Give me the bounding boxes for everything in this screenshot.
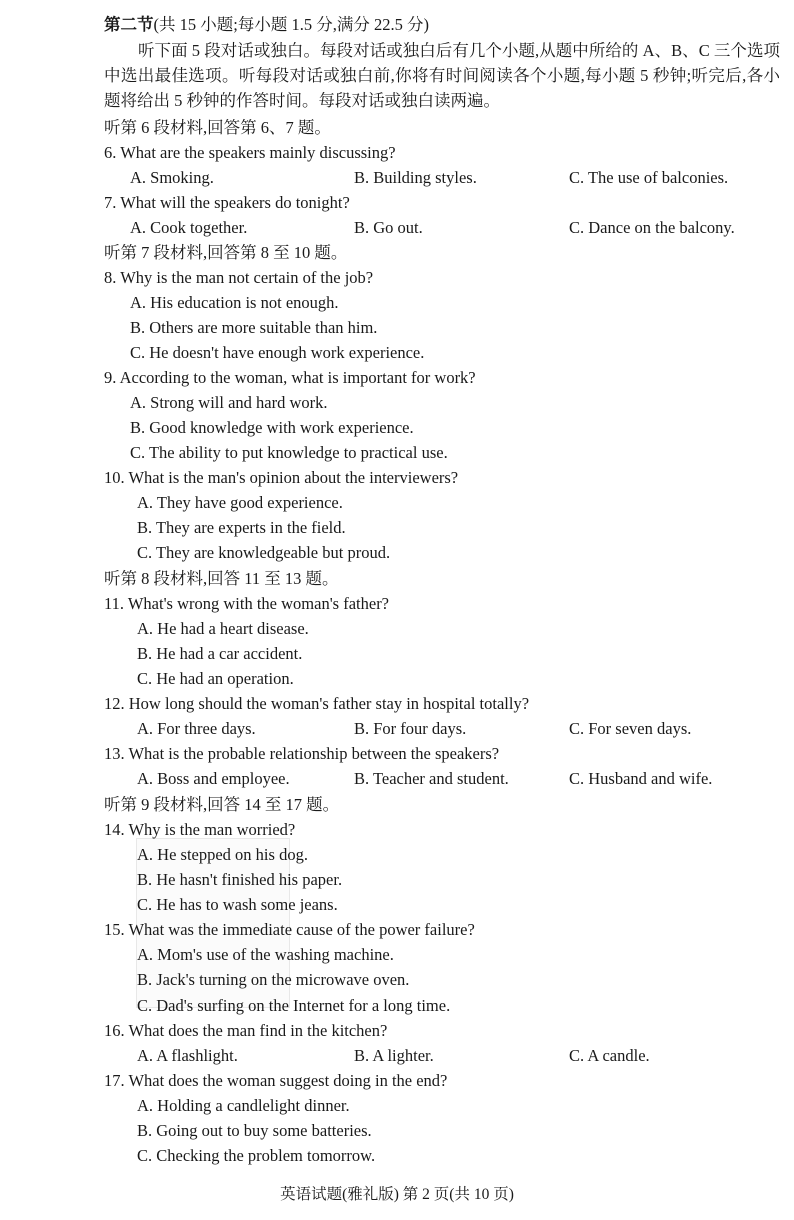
option-b: B. He had a car accident. [137, 644, 303, 663]
option-c: C. He doesn't have enough work experience. [130, 343, 425, 362]
question-text: Why is the man not certain of the job? [120, 268, 374, 287]
option-b: B. Jack's turning on the microwave oven. [137, 970, 410, 989]
option-a: A. His education is not enough. [130, 293, 339, 312]
option-b: B. Good knowledge with work experience. [130, 418, 414, 437]
option-c: C. Dance on the balcony. [569, 218, 735, 237]
option-a: A. A flashlight. [137, 1046, 238, 1065]
option-a: A. He stepped on his dog. [137, 845, 308, 864]
group-heading: 听第 7 段材料,回答第 8 至 10 题。 [104, 243, 348, 262]
page-footer: 英语试题(雅礼版) 第 2 页(共 10 页) [280, 1186, 514, 1203]
question-text: What does the woman suggest doing in the end? [128, 1071, 448, 1090]
option-c: C. For seven days. [569, 719, 692, 738]
question [104, 1070, 447, 1092]
question-text: How long should the woman's father stay in hospital totally? [128, 694, 530, 713]
option-c: C. Dad's surfing on the Internet for a long time. [137, 996, 451, 1015]
option-b: B. Teacher and student. [354, 769, 509, 788]
option-b: B. He hasn't finished his paper. [137, 870, 343, 889]
section-title: 第二节 [104, 15, 154, 34]
question [104, 819, 295, 841]
question [104, 1020, 387, 1042]
option-a: A. Cook together. [130, 218, 248, 237]
question-text: What is the man's opinion about the interviewers? [128, 468, 459, 487]
question-text: What's wrong with the woman's father? [127, 594, 390, 613]
question-text: What is the probable relationship between the speakers? [128, 744, 500, 763]
question-number: 10. [104, 468, 125, 487]
option-a: A. Mom's use of the washing machine. [137, 945, 394, 964]
section-header [104, 14, 429, 36]
question-number: 7. [104, 193, 117, 212]
option-a: A. Smoking. [130, 168, 214, 187]
question-text: Why is the man worried? [128, 820, 296, 839]
group-heading: 听第 6 段材料,回答第 6、7 题。 [104, 118, 331, 137]
option-c: C. The ability to put knowledge to practical use. [130, 443, 448, 462]
question [104, 593, 389, 615]
option-a: A. Boss and employee. [137, 769, 290, 788]
option-b: B. Go out. [354, 218, 423, 237]
question-text: According to the woman, what is important for work? [119, 368, 476, 387]
question-number: 16. [104, 1021, 125, 1040]
question [104, 367, 476, 389]
option-b: B. They are experts in the field. [137, 518, 346, 537]
option-a: A. They have good experience. [137, 493, 343, 512]
option-c: C. He has to wash some jeans. [137, 895, 338, 914]
question-number: 11. [104, 594, 125, 613]
question-number: 9. [104, 368, 117, 387]
question-text: What was the immediate cause of the power failure? [128, 920, 475, 939]
question-number: 15. [104, 920, 125, 939]
option-b: B. A lighter. [354, 1046, 434, 1065]
question-text: What will the speakers do tonight? [120, 193, 350, 212]
question-number: 17. [104, 1071, 125, 1090]
option-a: A. He had a heart disease. [137, 619, 309, 638]
question [104, 693, 529, 715]
option-b: B. For four days. [354, 719, 467, 738]
question-number: 14. [104, 820, 125, 839]
option-a: A. Strong will and hard work. [130, 393, 328, 412]
question [104, 142, 396, 164]
option-c: C. Husband and wife. [569, 769, 713, 788]
question [104, 919, 475, 941]
group-heading: 听第 8 段材料,回答 11 至 13 题。 [104, 569, 339, 588]
option-b: B. Others are more suitable than him. [130, 318, 378, 337]
option-a: A. For three days. [137, 719, 256, 738]
option-c: C. A candle. [569, 1046, 650, 1065]
section-instructions: 听下面 5 段对话或独白。每段对话或独白后有几个小题,从题中所给的 A、B、C 三个选项中选出最佳选项。听每段对话或独白前,你将有时间阅读各个小题,每小题 5 秒钟;听完后,各小题将给出 5 秒钟的作答时间。每段对话或独白读两遍。 [104, 41, 780, 110]
question-number: 8. [104, 268, 117, 287]
question-number: 13. [104, 744, 125, 763]
question-number: 12. [104, 694, 125, 713]
option-a: A. Holding a candlelight dinner. [137, 1096, 350, 1115]
question [104, 192, 350, 214]
question [104, 267, 373, 289]
option-c: C. He had an operation. [137, 669, 294, 688]
option-c: C. Checking the problem tomorrow. [137, 1146, 376, 1165]
option-b: B. Going out to buy some batteries. [137, 1121, 372, 1140]
group-heading: 听第 9 段材料,回答 14 至 17 题。 [104, 795, 340, 814]
option-c: C. The use of balconies. [569, 168, 729, 187]
question-text: What does the man find in the kitchen? [128, 1021, 388, 1040]
question [104, 743, 499, 765]
section-meta: (共 15 小题;每小题 1.5 分,满分 22.5 分) [153, 15, 429, 34]
question [104, 467, 458, 489]
question-number: 6. [104, 143, 117, 162]
question-text: What are the speakers mainly discussing? [120, 143, 396, 162]
option-b: B. Building styles. [354, 168, 477, 187]
option-c: C. They are knowledgeable but proud. [137, 543, 391, 562]
